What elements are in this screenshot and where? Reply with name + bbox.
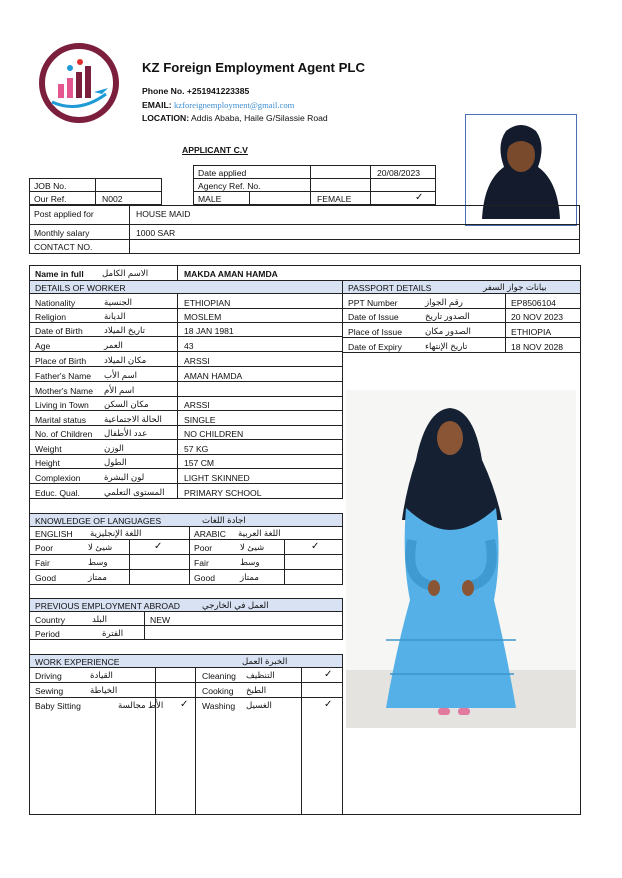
- experience-item-label: Washing: [202, 701, 236, 711]
- english-level-tick-cell: [129, 554, 190, 570]
- details-label: Father's Name: [35, 371, 92, 381]
- details-label-cell: [29, 293, 178, 309]
- details-value: ARSSI: [184, 400, 210, 410]
- company-name: KZ Foreign Employment Agent PLC: [142, 60, 365, 75]
- details-label: Marital status: [35, 415, 87, 425]
- details-label: No. of Children: [35, 429, 93, 439]
- job-no-label: JOB No.: [34, 181, 67, 191]
- passport-label-cell: [342, 308, 506, 323]
- female-label-cell: [310, 191, 371, 205]
- passport-value: ETHIOPIA: [511, 327, 552, 337]
- details-value: 157 CM: [184, 458, 215, 468]
- passport-label-cell: [342, 293, 506, 309]
- country-value-cell: [144, 611, 343, 626]
- arabic-level-tick-cell: [284, 554, 343, 570]
- details-label-cell: [29, 454, 178, 469]
- details-label-cell: [29, 483, 178, 499]
- experience-item-tick-cell: [301, 667, 343, 683]
- email-link[interactable]: kzforeignemployment@gmail.com: [174, 100, 295, 110]
- experience-item-label: Baby Sitting: [35, 701, 81, 711]
- location-value: Addis Ababa, Haile G/Silassie Road: [191, 113, 328, 123]
- name-label-cell: [29, 265, 178, 281]
- company-location: [142, 114, 328, 123]
- date-applied-label: Date applied: [198, 168, 247, 178]
- passport-label-ar: الصدور مكان: [425, 326, 471, 336]
- english-label-ar: اللغة الإنجليزية: [90, 528, 142, 538]
- company-phone: [142, 87, 249, 96]
- contact-label: CONTACT NO.: [34, 242, 93, 252]
- details-label: Nationality: [35, 298, 76, 308]
- employment-title: PREVIOUS EMPLOYMENT ABROAD: [35, 601, 181, 611]
- details-label: Religion: [35, 312, 67, 322]
- arabic-level-label: Poor: [194, 543, 213, 553]
- female-label: FEMALE: [317, 194, 352, 204]
- country-label-cell: [29, 611, 145, 626]
- passport-label-cell: [342, 322, 506, 338]
- passport-value-cell: [505, 293, 581, 309]
- contact-value-cell: [129, 239, 580, 254]
- period-label-ar: الفترة: [102, 628, 124, 638]
- details-value: MOSLEM: [184, 312, 222, 322]
- period-label-cell: [29, 625, 145, 640]
- name-label-ar: الاسم الكامل: [102, 268, 149, 278]
- passport-value-cell: [505, 337, 581, 353]
- phone-label: Phone No.: [142, 86, 185, 96]
- details-label-ar: الوزن: [104, 443, 124, 453]
- details-label: Weight: [35, 444, 62, 454]
- details-label-cell: [29, 425, 178, 440]
- agency-ref-label: Agency Ref. No.: [198, 181, 261, 191]
- country-value: NEW: [150, 615, 171, 625]
- post-label: Post applied for: [34, 209, 94, 219]
- passport-label: Date of Expiry: [348, 342, 402, 352]
- passport-header: [342, 280, 581, 294]
- arabic-level-label: Good: [194, 573, 216, 583]
- details-label: Complexion: [35, 473, 81, 483]
- agency-ref-label-cell: [193, 178, 311, 192]
- passport-label-ar: الصدور تاريخ: [425, 311, 470, 321]
- details-label-cell: [29, 322, 178, 337]
- full-body-photo: [346, 390, 576, 728]
- details-label-ar: الجنسية: [104, 297, 133, 307]
- experience-blank-left-tick: [155, 696, 196, 815]
- details-title: DETAILS OF WORKER: [35, 283, 126, 293]
- english-level-label-ar: وسط: [88, 557, 108, 567]
- details-label-ar: مكان الميلاد: [104, 355, 147, 365]
- salary-label: Monthly salary: [34, 228, 90, 238]
- details-label: Educ. Qual.: [35, 488, 80, 498]
- location-label: LOCATION:: [142, 113, 190, 123]
- contact-label-cell: [29, 239, 130, 254]
- experience-item-label: Driving: [35, 671, 62, 681]
- passport-value: 18 NOV 2028: [511, 342, 564, 352]
- details-label: Place of Birth: [35, 356, 87, 366]
- passport-title: PASSPORT DETAILS: [348, 283, 432, 293]
- arabic-level-cell: [189, 539, 285, 555]
- female-tick: ✓: [415, 192, 424, 203]
- period-value-cell: [144, 625, 343, 640]
- english-level-label: Good: [35, 573, 57, 583]
- passport-value: EP8506104: [511, 298, 556, 308]
- details-value-cell: [177, 308, 343, 323]
- date-applied-value: 20/08/2023: [377, 168, 421, 178]
- details-label-cell: [29, 439, 178, 455]
- passport-label: PPT Number: [348, 298, 398, 308]
- english-label: ENGLISH: [35, 529, 73, 539]
- details-label-ar: اسم الأب: [104, 370, 138, 380]
- details-value-cell: [177, 322, 343, 337]
- experience-item-label: Cooking: [202, 686, 234, 696]
- experience-item-label-ar: القيادة: [90, 670, 113, 680]
- details-header: [29, 280, 343, 294]
- experience-blank-right: [195, 696, 302, 815]
- salary-value-cell: [129, 224, 580, 240]
- experience-tick: ✓: [324, 669, 333, 680]
- details-value: 57 KG: [184, 444, 209, 454]
- details-value: AMAN HAMDA: [184, 371, 243, 381]
- passport-title-ar: بيانات جواز السفر: [483, 282, 547, 292]
- languages-title-ar: اجادة اللغات: [202, 515, 246, 525]
- job-no-cell: [95, 178, 162, 192]
- name-value-cell: [177, 265, 581, 281]
- details-value-cell: [177, 396, 343, 411]
- salary-value: 1000 SAR: [136, 228, 176, 238]
- passport-label: Place of Issue: [348, 327, 402, 337]
- arabic-label-ar: اللغة العربية: [238, 528, 281, 538]
- details-value: 43: [184, 341, 194, 351]
- details-label-cell: [29, 351, 178, 367]
- experience-header: [29, 654, 343, 668]
- details-label-cell: [29, 468, 178, 484]
- details-label: Height: [35, 458, 60, 468]
- english-level-cell: [29, 569, 130, 585]
- details-label: Living in Town: [35, 400, 89, 410]
- experience-blank-left: [29, 696, 156, 815]
- details-value: ARSSI: [184, 356, 210, 366]
- details-label-ar: المستوى التعلمي: [104, 487, 165, 497]
- job-no-label-cell: [29, 178, 96, 192]
- details-label: Date of Birth: [35, 326, 83, 336]
- details-value-cell: [177, 454, 343, 469]
- male-label: MALE: [198, 194, 222, 204]
- passport-value-cell: [505, 322, 581, 338]
- experience-item-label: Sewing: [35, 686, 64, 696]
- english-level-cell: [29, 554, 130, 570]
- languages-title: KNOWLEDGE OF LANGUAGES: [35, 516, 162, 526]
- details-label-ar: مكان السكن: [104, 399, 149, 409]
- details-value: NO CHILDREN: [184, 429, 244, 439]
- details-value: SINGLE: [184, 415, 216, 425]
- company-logo: [38, 42, 120, 124]
- company-email: [142, 101, 294, 110]
- details-label: Age: [35, 341, 51, 351]
- name-value: MAKDA AMAN HAMDA: [184, 269, 278, 279]
- passport-value-cell: [505, 308, 581, 323]
- arabic-level-label-ar: ممتاز: [240, 572, 259, 582]
- arabic-level-cell: [189, 554, 285, 570]
- english-level-cell: [29, 539, 130, 555]
- email-label: EMAIL:: [142, 100, 172, 110]
- details-value-cell: [177, 410, 343, 426]
- our-ref-label-cell: [29, 191, 96, 205]
- passport-label-ar: تاريخ الإنتهاء: [425, 341, 468, 351]
- post-label-cell: [29, 205, 130, 225]
- date-applied-label-cell: [193, 165, 311, 179]
- details-label-ar: تاريخ الميلاد: [104, 325, 146, 335]
- agency-ref-cell-1: [310, 178, 371, 192]
- details-value-cell: [177, 439, 343, 455]
- details-value: ETHIOPIAN: [184, 298, 231, 308]
- details-label-ar: عدد الأطفال: [104, 428, 148, 438]
- passport-value: 20 NOV 2023: [511, 312, 564, 322]
- our-ref-label: Our Ref.: [34, 194, 67, 204]
- english-tick: ✓: [154, 541, 163, 552]
- arabic-header-cell: [189, 526, 343, 540]
- details-value-cell: [177, 425, 343, 440]
- passport-label-cell: [342, 337, 506, 353]
- country-label: Country: [35, 615, 66, 625]
- experience-blank-right-tick: [301, 696, 343, 815]
- male-checkbox: [249, 191, 311, 205]
- cv-title: APPLICANT C.V: [182, 145, 248, 155]
- details-value-cell: [177, 381, 343, 397]
- details-label-ar: الطول: [104, 457, 127, 467]
- experience-item-label-ar: التنظيف: [246, 670, 275, 680]
- english-level-label-ar: شيئ لا: [88, 542, 113, 552]
- details-value-cell: [177, 336, 343, 352]
- details-label-cell: [29, 410, 178, 426]
- experience-tick: ✓: [180, 699, 189, 710]
- experience-title: WORK EXPERIENCE: [35, 657, 120, 667]
- english-level-label-ar: ممتاز: [88, 572, 107, 582]
- arabic-label: ARABIC: [194, 529, 226, 539]
- details-label-ar: العمر: [104, 340, 123, 350]
- details-label-ar: الديانة: [104, 311, 126, 321]
- arabic-level-label: Fair: [194, 558, 209, 568]
- details-label-ar: الحالة الاجتماعية: [104, 414, 162, 424]
- our-ref-value: N002: [102, 194, 123, 204]
- languages-header: [29, 513, 343, 527]
- details-value: 18 JAN 1981: [184, 326, 234, 336]
- country-label-ar: البلد: [92, 614, 107, 624]
- english-level-tick-cell: [129, 569, 190, 585]
- female-checkbox: [370, 191, 436, 205]
- post-value-cell: [129, 205, 580, 225]
- english-header-cell: [29, 526, 190, 540]
- english-level-label: Fair: [35, 558, 50, 568]
- experience-item-tick-cell: [155, 667, 196, 683]
- post-value: HOUSE MAID: [136, 209, 191, 219]
- arabic-level-tick-cell: [284, 539, 343, 555]
- employment-header: [29, 598, 343, 612]
- details-label-cell: [29, 308, 178, 323]
- details-label-cell: [29, 336, 178, 352]
- passport-label: Date of Issue: [348, 312, 399, 322]
- experience-item-label: Cleaning: [202, 671, 236, 681]
- experience-item-label-ar: الخياطة: [90, 685, 118, 695]
- details-label-cell: [29, 381, 178, 397]
- arabic-level-cell: [189, 569, 285, 585]
- phone-value: +251941223385: [186, 86, 250, 96]
- experience-tick: ✓: [324, 699, 333, 710]
- our-ref-cell: [95, 191, 162, 205]
- experience-title-ar: الخبرة العمل: [242, 656, 288, 666]
- details-value-cell: [177, 366, 343, 382]
- details-value-cell: [177, 468, 343, 484]
- experience-item-cell: [29, 667, 156, 683]
- details-value-cell: [177, 293, 343, 309]
- experience-item-label-ar: الطبخ: [246, 685, 267, 695]
- english-level-label: Poor: [35, 543, 54, 553]
- salary-label-cell: [29, 224, 130, 240]
- arabic-tick: ✓: [311, 541, 320, 552]
- details-label-ar: لون البشرة: [104, 472, 145, 482]
- experience-item-cell: [195, 667, 302, 683]
- details-label-cell: [29, 366, 178, 382]
- passport-label-ar: رقم الجواز: [425, 297, 463, 307]
- arabic-level-label-ar: وسط: [240, 557, 260, 567]
- agency-ref-cell-2: [370, 178, 436, 192]
- name-label: Name in full: [35, 269, 84, 279]
- english-level-tick-cell: [129, 539, 190, 555]
- arabic-level-tick-cell: [284, 569, 343, 585]
- details-value: PRIMARY SCHOOL: [184, 488, 262, 498]
- details-label-ar: اسم الأم: [104, 385, 135, 395]
- details-label: Mother's Name: [35, 386, 93, 396]
- period-label: Period: [35, 629, 60, 639]
- experience-item-label-ar: الغسيل: [246, 700, 272, 710]
- employment-title-ar: العمل في الخارجي: [202, 600, 269, 610]
- date-applied-cell: [370, 165, 436, 179]
- male-label-cell: [193, 191, 250, 205]
- details-value-cell: [177, 483, 343, 499]
- details-value: LIGHT SKINNED: [184, 473, 250, 483]
- details-label-cell: [29, 396, 178, 411]
- arabic-level-label-ar: شيئ لا: [240, 542, 265, 552]
- experience-item-label-ar: الأط مجالسة: [118, 700, 164, 710]
- details-value-cell: [177, 351, 343, 367]
- date-applied-blank: [310, 165, 371, 179]
